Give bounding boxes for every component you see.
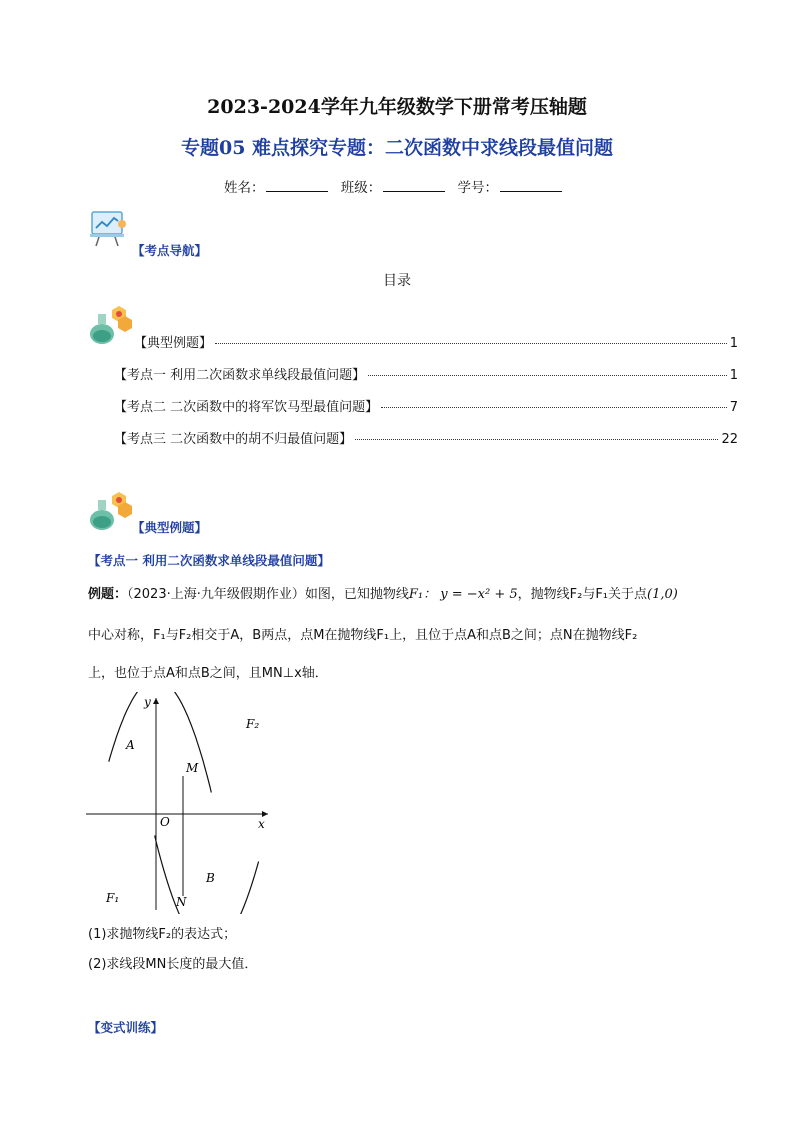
f1-curve-label: F₁ — [106, 891, 120, 905]
toc-item-label: 【考点三 二次函数中的胡不归最值问题】 — [114, 432, 353, 447]
point-m-label: M — [186, 761, 199, 775]
toc-item-label: 【考点二 二次函数中的将军饮马型最值问题】 — [114, 400, 379, 415]
document-subtitle: 专题05 难点探究专题：二次函数中求线段最值问题 — [180, 137, 614, 159]
question-1: (1)求抛物线F₂的表达式； — [88, 927, 237, 942]
point-a-label: A — [126, 738, 135, 752]
document-title: 2023-2024学年九年级数学下册常考压轴题 — [207, 96, 587, 118]
student-info-line — [0, 176, 794, 196]
toc-item[interactable] — [114, 428, 738, 447]
section-heading: 【典型例题】 — [132, 520, 208, 535]
point-b-label: B — [206, 871, 215, 885]
flask-icon — [88, 306, 132, 346]
origin-label: O — [160, 815, 170, 829]
problem-line-3: 上，也位于点A和点B之间，且MN⊥x轴． — [88, 666, 328, 681]
nav-label: 【考点导航】 — [132, 243, 208, 258]
presentation-icon — [88, 210, 132, 250]
y-axis-label: y — [144, 695, 151, 709]
question-2: (2)求线段MN长度的最大值． — [88, 957, 258, 972]
toc-item[interactable] — [134, 332, 738, 351]
name-label: 姓名： — [223, 180, 265, 196]
f2-curve-label: F₂ — [246, 717, 260, 731]
problem-text: ，抛物线 — [517, 587, 570, 602]
problem-text: F₂与F₁关于点 — [569, 587, 648, 602]
class-label: 班级： — [340, 180, 382, 196]
problem-text: （2023·上海·九年级假期作业）如图，已知抛物线 — [127, 587, 409, 602]
toc-leader — [215, 343, 727, 344]
toc-leader — [355, 439, 718, 440]
problem-line-1 — [88, 585, 678, 605]
toc-leader — [368, 375, 727, 376]
toc-item-page: 1 — [729, 336, 738, 351]
toc-item-label: 【考点一 利用二次函数求单线段最值问题】 — [114, 368, 366, 383]
name-blank[interactable] — [266, 179, 328, 192]
toc-title: 目录 — [383, 273, 411, 289]
x-axis-label: x — [258, 817, 265, 831]
example-label: 例题： — [88, 587, 128, 602]
center-point: (1,0) — [647, 587, 678, 602]
parabola-f1 — [109, 692, 212, 793]
flask-icon — [88, 492, 132, 532]
toc-item-page: 1 — [729, 368, 738, 383]
id-label: 学号： — [457, 180, 499, 196]
toc-item-label: 【典型例题】 — [134, 336, 213, 351]
id-blank[interactable] — [500, 179, 562, 192]
point-n-label: N — [176, 895, 187, 909]
class-blank[interactable] — [383, 179, 445, 192]
toc-leader — [381, 407, 727, 408]
toc-item[interactable] — [114, 364, 738, 383]
practice-heading: 【变式训练】 — [88, 1020, 164, 1035]
toc-item[interactable] — [114, 396, 738, 415]
problem-line-2: 中心对称，F₁与F₂相交于A，B两点，点M在抛物线F₁上，且位于点A和点B之间；点N在抛物线F₂ — [88, 628, 638, 643]
parabola-figure — [86, 692, 276, 914]
kaodian-heading: 【考点一 利用二次函数求单线段最值问题】 — [88, 553, 330, 568]
toc-item-page: 22 — [721, 432, 738, 447]
f1-label: F₁： — [408, 587, 437, 602]
toc-item-page: 7 — [729, 400, 738, 415]
f1-formula: y = −x² + 5 — [440, 587, 518, 602]
